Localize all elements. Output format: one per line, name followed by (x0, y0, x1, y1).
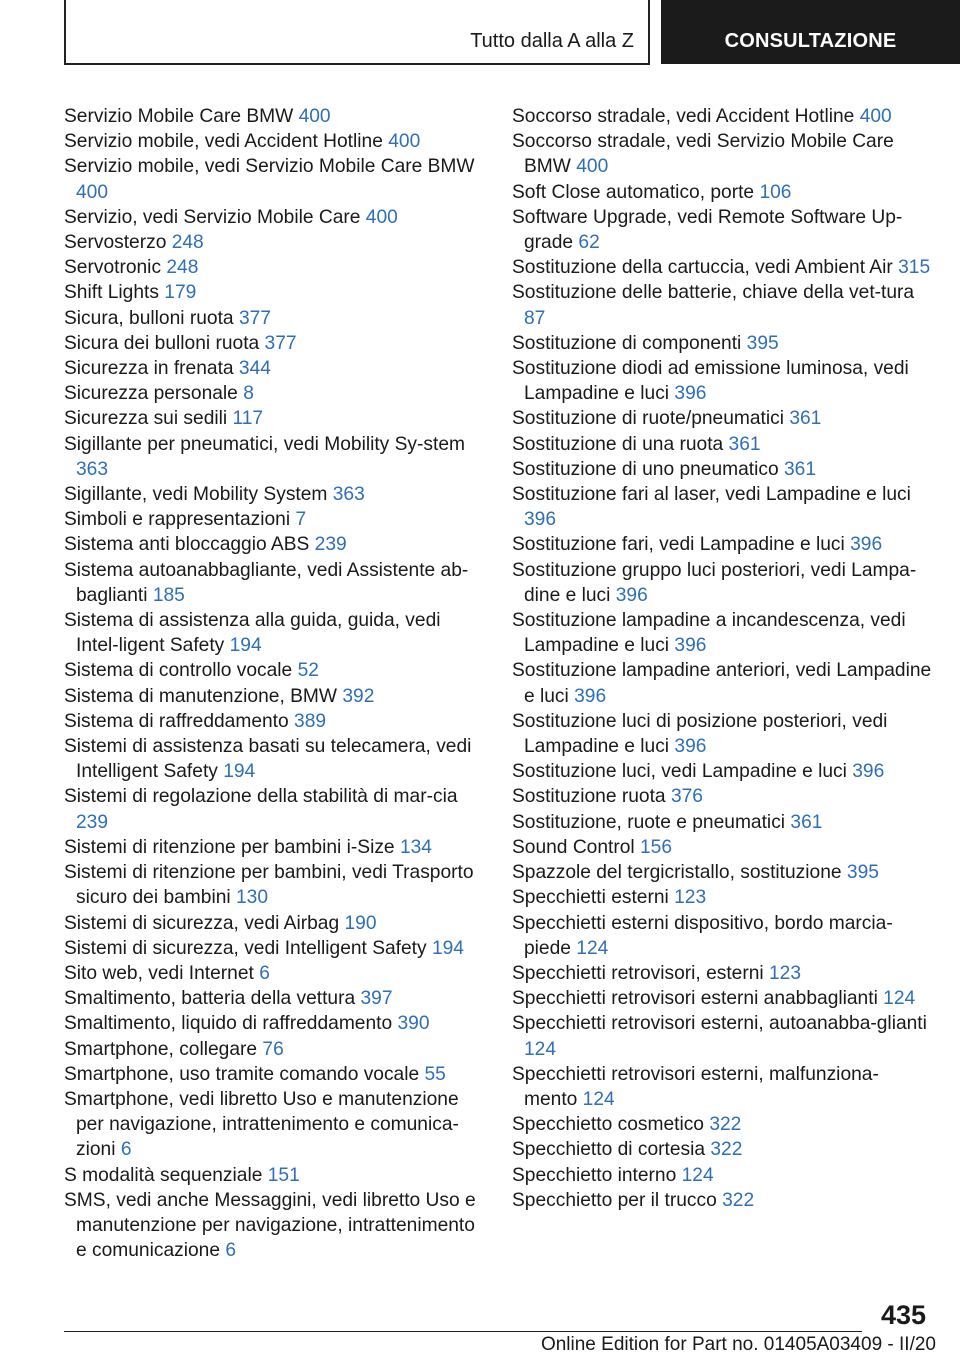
index-entry (64, 1188, 484, 1264)
index-entry-term: Sigillante, vedi Mobility System (64, 484, 328, 506)
index-entry (512, 835, 932, 860)
index-entry (64, 482, 484, 507)
index-entry-term: Sicura, bulloni ruota (64, 307, 234, 329)
index-entry-term: Sistemi di ritenzione per bambini i-Size (64, 836, 395, 858)
index-entry (512, 104, 932, 129)
index-entry (64, 1163, 484, 1188)
index-entry-term: Sistemi di regolazione della stabilità di mar-cia (64, 786, 458, 808)
index-entry-page-link[interactable]: 117 (232, 408, 264, 430)
index-entry-page-link[interactable]: 52 (297, 660, 319, 682)
index-entry (512, 280, 932, 330)
index-entry (64, 129, 484, 154)
index-entry-page-link[interactable]: 124 (582, 1088, 615, 1110)
index-entry-term: Sistema autoanabbagliante, vedi Assistente ab-baglianti (64, 559, 469, 606)
index-entry-page-link[interactable]: 124 (883, 988, 916, 1010)
index-entry (512, 457, 932, 482)
index-entry-page-link[interactable]: 390 (397, 1013, 430, 1035)
index-entry-page-link[interactable]: 124 (576, 937, 609, 959)
index-entry-term: Sostituzione di componenti (512, 332, 742, 354)
index-entry (64, 432, 484, 482)
index-entry-term: Sostituzione di ruote/pneumatici (512, 408, 784, 430)
index-entry-page-link[interactable]: 376 (670, 786, 703, 808)
index-entry (64, 1011, 484, 1036)
index-entry (512, 406, 932, 431)
index-entry (64, 684, 484, 709)
index-entry-term: Sostituzione luci, vedi Lampadine e luci (512, 761, 847, 783)
index-entry (64, 911, 484, 936)
index-entry (64, 1087, 484, 1163)
index-entry-page-link[interactable]: 248 (166, 257, 199, 279)
index-entry-term: Smartphone, vedi libretto Uso e manutenzione per navigazione, intrattenimento e comunica-zioni (64, 1088, 459, 1161)
index-entry-term: Smartphone, collegare (64, 1038, 258, 1060)
index-entry-page-link[interactable]: 396 (674, 736, 707, 758)
section-title: Tutto dalla A alla Z (470, 30, 634, 52)
index-entry-page-link[interactable]: 363 (76, 458, 109, 480)
index-entry-term: Sostituzione, ruote e pneumatici (512, 811, 786, 833)
index-entry-term: Sicura dei bulloni ruota (64, 332, 260, 354)
index-entry-term: S modalità sequenziale (64, 1164, 263, 1186)
index-entry-page-link[interactable]: 8 (243, 383, 254, 405)
index-entry-page-link[interactable]: 130 (236, 887, 269, 909)
index-entry (512, 331, 932, 356)
index-entry-term: Shift Lights (64, 282, 159, 304)
index-entry-term: Sistemi di sicurezza, vedi Airbag (64, 912, 340, 934)
index-entry-term: Specchietti esterni dispositivo, bordo marcia-piede (512, 912, 893, 959)
index-entry (512, 961, 932, 986)
index-entry-page-link[interactable]: 397 (360, 988, 393, 1010)
index-entry (64, 961, 484, 986)
index-entry (512, 432, 932, 457)
index-entry-page-link[interactable]: 396 (524, 509, 557, 531)
index-entry-page-link[interactable]: 396 (574, 685, 607, 707)
index-entry (512, 810, 932, 835)
index-entry-page-link[interactable]: 344 (238, 358, 271, 380)
index-entry-term: Specchietto di cortesia (512, 1139, 706, 1161)
index-entry-term: Specchietto cosmetico (512, 1114, 704, 1136)
index-entry (64, 835, 484, 860)
index-entry-term: Specchietti retrovisori esterni anabbaglianti (512, 988, 878, 1010)
index-entry-term: Specchietti retrovisori, esterni (512, 962, 764, 984)
index-entry-term: Sostituzione delle batterie, chiave della vet-tura (512, 282, 915, 304)
index-entry-term: Sito web, vedi Internet (64, 962, 254, 984)
index-entry-page-link[interactable]: 395 (846, 862, 879, 884)
index-entry (512, 885, 932, 910)
index-entry-page-link[interactable]: 76 (262, 1038, 284, 1060)
index-entry (64, 658, 484, 683)
index-entry-page-link[interactable]: 124 (524, 1038, 557, 1060)
index-entry (64, 356, 484, 381)
index-entry-term: Smaltimento, liquido di raffreddamento (64, 1013, 393, 1035)
index-entry (64, 1037, 484, 1062)
index-entry-page-link[interactable]: 194 (223, 761, 256, 783)
index-entry-term: Servizio mobile, vedi Servizio Mobile Care BMW (64, 156, 475, 178)
index-entry-page-link[interactable]: 361 (784, 458, 817, 480)
index-entry-page-link[interactable]: 134 (399, 836, 432, 858)
chapter-label: CONSULTAZIONE (724, 30, 897, 52)
index-entry-term: Sostituzione di una ruota (512, 433, 724, 455)
index-entry-term: Sostituzione luci di posizione posteriori, vedi Lampadine e luci (512, 710, 888, 758)
index-entry (64, 860, 484, 910)
index-entry-page-link[interactable]: 377 (264, 332, 297, 354)
index-entry-page-link[interactable]: 194 (229, 635, 262, 657)
index-entry (512, 180, 932, 205)
index-entry-term: Sound Control (512, 836, 635, 858)
index-entry-term: Sostituzione gruppo luci posteriori, vedi Lampa-dine e luci (512, 559, 917, 606)
index-entry-term: Sistema di manutenzione, BMW (64, 685, 338, 707)
index-entry-page-link[interactable]: 55 (424, 1063, 446, 1085)
index-entry (64, 205, 484, 230)
index-entry-page-link[interactable]: 239 (314, 534, 347, 556)
index-entry-term: Sistemi di sicurezza, vedi Intelligent Safety (64, 937, 427, 959)
index-entry-page-link[interactable]: 400 (76, 181, 109, 203)
index-entry-term: Smaltimento, batteria della vettura (64, 988, 356, 1010)
index-entry-term: Sostituzione lampadine a incandescenza, vedi Lampadine e luci (512, 610, 906, 657)
index-entry (64, 532, 484, 557)
index-entry (512, 482, 932, 532)
index-entry-page-link[interactable]: 400 (576, 156, 609, 178)
index-entry-page-link[interactable]: 87 (524, 307, 546, 329)
index-entry-page-link[interactable]: 377 (238, 307, 271, 329)
index-entry (64, 558, 484, 608)
index-entry-term: Sostituzione fari, vedi Lampadine e luci (512, 534, 845, 556)
index-entry-term: Sistemi di ritenzione per bambini, vedi Trasporto sicuro dei bambini (64, 862, 474, 909)
index-entry-page-link[interactable]: 6 (120, 1139, 132, 1161)
index-entry-term: Sistemi di assistenza basati su telecamera, vedi Intelligent Safety (64, 736, 472, 783)
index-entry-term: Sicurezza sui sedili (64, 408, 228, 430)
index-entry (512, 356, 932, 406)
index-entry-page-link[interactable]: 190 (344, 912, 377, 934)
index-entry-page-link[interactable]: 363 (332, 484, 365, 506)
chapter-tab (661, 0, 960, 64)
index-entry-page-link[interactable]: 400 (365, 206, 398, 228)
index-entry-term: Sostituzione lampadine anteriori, vedi Lampadine e luci (512, 660, 932, 707)
index-entry-term: Soccorso stradale, vedi Accident Hotline (512, 106, 855, 127)
index-column-right (512, 104, 932, 1213)
index-entry-page-link[interactable]: 194 (431, 937, 464, 959)
index-entry (64, 784, 484, 834)
index-entry-page-link[interactable]: 361 (790, 811, 823, 833)
index-entry (64, 936, 484, 961)
index-entry-term: Soccorso stradale, vedi Servizio Mobile Care BMW (512, 131, 894, 178)
index-entry (512, 986, 932, 1011)
index-entry-term: Simboli e rappresentazioni (64, 509, 291, 531)
index-entry (512, 608, 932, 658)
index-entry-page-link[interactable]: 400 (388, 131, 421, 153)
index-entry (512, 1011, 932, 1061)
index-entry-term: Servosterzo (64, 232, 167, 254)
index-entry (512, 1163, 932, 1188)
index-entry-page-link[interactable]: 392 (342, 685, 375, 707)
index-entry (64, 104, 484, 129)
header-divider-rule (648, 0, 650, 64)
index-entry (512, 1112, 932, 1137)
index-entry (64, 1062, 484, 1087)
index-entry-term: Sicurezza in frenata (64, 358, 234, 380)
index-entry-term: Sostituzione della cartuccia, vedi Ambient Air (512, 257, 893, 279)
index-entry-term: Specchietti retrovisori esterni, malfunziona-mento (512, 1063, 879, 1110)
index-entry-term: Sostituzione fari al laser, vedi Lampadine e luci (512, 484, 911, 506)
index-entry (512, 1137, 932, 1162)
page-number: 435 (880, 1300, 926, 1330)
index-entry-page-link[interactable]: 6 (225, 1240, 237, 1262)
index-column-left (64, 104, 484, 1263)
index-entry (64, 306, 484, 331)
index-entry (64, 406, 484, 431)
index-entry-term: Sostituzione ruota (512, 786, 666, 808)
header-left-rule (64, 0, 66, 64)
index-entry-page-link[interactable]: 7 (295, 509, 307, 531)
index-entry-page-link[interactable]: 179 (164, 282, 197, 304)
index-entry (64, 709, 484, 734)
index-entry-term: Servizio mobile, vedi Accident Hotline (64, 131, 383, 153)
index-entry-page-link[interactable]: 396 (674, 383, 707, 405)
index-entry (512, 911, 932, 961)
index-entry-page-link[interactable]: 396 (674, 635, 707, 657)
index-entry-page-link[interactable]: 106 (759, 181, 792, 203)
index-entry (64, 331, 484, 356)
index-entry (512, 860, 932, 885)
index-entry-term: Specchietti retrovisori esterni, autoanabba-glianti (512, 1013, 927, 1035)
index-entry-page-link[interactable]: 151 (267, 1164, 300, 1186)
index-entry (512, 658, 932, 708)
index-entry-page-link[interactable]: 395 (746, 332, 779, 354)
index-entry (64, 255, 484, 280)
index-entry-term: Smartphone, uso tramite comando vocale (64, 1063, 420, 1085)
index-entry-page-link[interactable]: 400 (298, 106, 331, 127)
index-entry (512, 558, 932, 608)
index-entry (64, 154, 484, 204)
index-entry-page-link[interactable]: 361 (789, 408, 822, 430)
footer-rule (64, 1331, 862, 1332)
index-entry-term: Sistema anti bloccaggio ABS (64, 534, 310, 556)
index-entry-term: Spazzole del tergicristallo, sostituzione (512, 862, 842, 884)
index-entry-term: Sistema di controllo vocale (64, 660, 293, 682)
index-entry-page-link[interactable]: 248 (171, 232, 204, 254)
index-entry-term: Sistema di assistenza alla guida, guida, vedi Intel-ligent Safety (64, 610, 441, 657)
index-entry-term: Specchietto interno (512, 1164, 677, 1186)
header-bottom-rule (64, 63, 650, 65)
index-entry-page-link[interactable]: 396 (852, 761, 885, 783)
index-entry-page-link[interactable]: 156 (640, 836, 673, 858)
index-entry (512, 129, 932, 179)
index-entry-term: Sigillante per pneumatici, vedi Mobility Sy-stem (64, 433, 465, 455)
index-entry (64, 608, 484, 658)
index-entry (512, 784, 932, 809)
index-entry-term: Sostituzione di uno pneumatico (512, 458, 779, 480)
index-entry (64, 734, 484, 784)
index-entry (512, 759, 932, 784)
index-entry (512, 255, 932, 280)
index-entry-page-link[interactable]: 62 (578, 232, 600, 254)
index-entry (64, 230, 484, 255)
index-entry (64, 507, 484, 532)
index-entry-page-link[interactable]: 6 (259, 962, 270, 984)
index-entry-page-link[interactable]: 322 (709, 1114, 742, 1136)
index-entry (512, 1188, 932, 1213)
index-entry (64, 986, 484, 1011)
index-entry (512, 205, 932, 255)
footer-edition-text: Online Edition for Part no. 01405A03409 - II/20 (540, 1334, 936, 1355)
index-entry-term: Soft Close automatico, porte (512, 181, 755, 203)
index-entry-page-link[interactable]: 185 (152, 584, 185, 606)
index-entry-term: Servizio Mobile Care BMW (64, 106, 294, 127)
index-entry-term: Servizio, vedi Servizio Mobile Care (64, 206, 361, 228)
index-entry-page-link[interactable]: 315 (898, 257, 931, 279)
index-entry-page-link[interactable]: 396 (615, 584, 648, 606)
index-entry (512, 1062, 932, 1112)
index-entry-page-link[interactable]: 396 (850, 534, 883, 556)
index-entry-term: SMS, vedi anche Messaggini, vedi libretto Uso e manutenzione per navigazione, intrattenimento e comunicazione (64, 1189, 476, 1262)
index-entry-term: Sicurezza personale (64, 383, 238, 405)
index-entry-term: Sostituzione diodi ad emissione luminosa, vedi Lampadine e luci (512, 358, 909, 405)
index-entry-term: Software Upgrade, vedi Remote Software Up-grade (512, 206, 903, 254)
index-entry-page-link[interactable]: 361 (728, 433, 761, 455)
index-entry-page-link[interactable]: 123 (674, 887, 707, 909)
index-entry-page-link[interactable]: 123 (769, 962, 802, 984)
index-entry (64, 280, 484, 305)
index-entry (512, 532, 932, 557)
index-entry-page-link[interactable]: 322 (722, 1189, 755, 1211)
index-entry-term: Sistema di raffreddamento (64, 710, 289, 732)
index-entry-page-link[interactable]: 389 (294, 710, 327, 732)
index-entry-page-link[interactable]: 239 (76, 811, 109, 833)
index-entry (512, 709, 932, 759)
index-entry-page-link[interactable]: 322 (710, 1139, 743, 1161)
index-entry-page-link[interactable]: 400 (859, 106, 892, 127)
index-entry-term: Servotronic (64, 257, 162, 279)
index-entry-term: Specchietti esterni (512, 887, 669, 909)
index-entry-page-link[interactable]: 124 (681, 1164, 714, 1186)
index-entry (64, 381, 484, 406)
index-entry-term: Specchietto per il trucco (512, 1189, 717, 1211)
